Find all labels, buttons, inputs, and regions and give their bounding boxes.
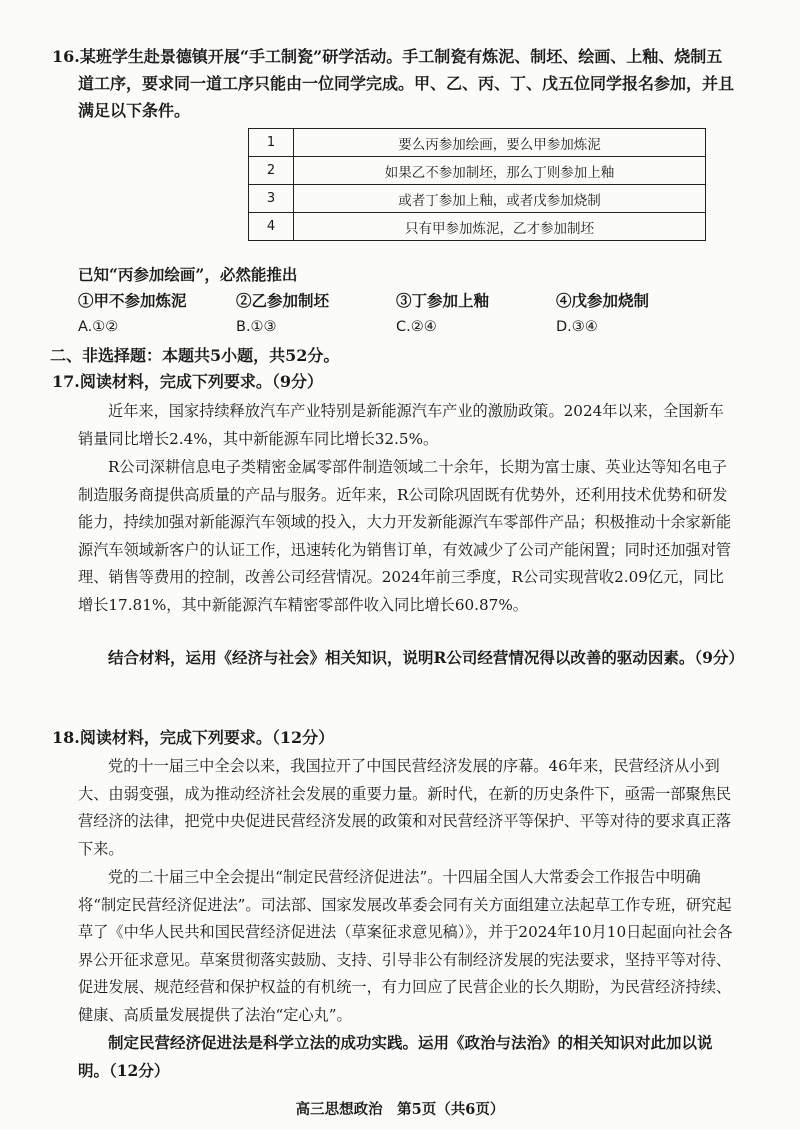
q17-paragraph-1: 近年来，国家持续释放汽车产业特别是新能源汽车产业的激励政策。2024年以来，全国新车销量同比增长2.4%，其中新能源车同比增长32.5%。 <box>78 402 724 448</box>
condition-number: 1 <box>249 129 294 157</box>
q18-title: 18.阅读材料，完成下列要求。（12分） <box>52 728 335 747</box>
question-16 <box>52 43 772 124</box>
condition-number: 3 <box>249 185 294 213</box>
q16-known-text: 已知“丙参加绘画”，必然能推出 <box>78 265 298 284</box>
choice-a: A.①② <box>78 319 119 335</box>
choice-c: C.②④ <box>396 319 437 335</box>
q17-task: 结合材料，运用《经济与社会》相关知识，说明R公司经营情况得以改善的驱动因素。（9分） <box>108 648 744 667</box>
table-row <box>249 129 706 157</box>
condition-text: 只有甲参加炼泥，乙才参加制坯 <box>294 213 706 241</box>
condition-text: 要么丙参加绘画，要么甲参加炼泥 <box>294 129 706 157</box>
condition-text: 或者丁参加上釉，或者戊参加烧制 <box>294 185 706 213</box>
table-row <box>249 157 706 185</box>
q17-paragraph-2: R公司深耕信息电子类精密金属零部件制造领域二十余年，长期为富士康、英业达等知名电子制造服务商提供高质量的产品与服务。近年来，R公司除巩固既有优势外，还利用技术优势和研发能力，持续加强对新能源汽车领域的投入，大力开发新能源汽车零部件产品；积极推动十余家新能源汽车领域新客户的认证工作，迅速转化为销售订单，有效减少了公司产能闲置；同时还加强对管理、销售等费用的控制，改善公司经营情况。2024年前三季度，R公司实现营收2.09亿元，同比增长17.81%，其中新能源汽车精密零部件收入同比增长60.87%。 <box>78 458 732 614</box>
condition-number: 2 <box>249 157 294 185</box>
q18-paragraph-2: 党的二十届三中全会提出“制定民营经济促进法”。十四届全国人大常委会工作报告中明确将“制定民营经济促进法”。司法部、国家发展改革委会同有关方面组建立法起草工作专班，研究起草了《中华人民共和国民营经济促进法（草案征求意见稿）》，并于2024年10月10日起面向社会各界公开征求意见。草案贯彻落实鼓励、支持、引导非公有制经济发展的宪法要求，坚持平等对待、促进发展、规范经营和保护权益的有机统一，有力回应了民营企业的长久期盼，为民营经济持续、健康、高质量发展提供了法治“定心丸”。 <box>78 868 733 1024</box>
q16-line-1: 16.某班学生赴景德镇开展“手工制瓷”研学活动。手工制瓷有炼泥、制坯、绘画、上釉、烧制五 <box>52 47 723 66</box>
q17-title: 17.阅读材料，完成下列要求。（9分） <box>52 372 323 391</box>
list-item: ①甲不参加炼泥 <box>78 291 187 310</box>
q16-items <box>78 288 718 314</box>
section-heading: 二、非选择题：本题共5小题，共52分。 <box>50 346 340 365</box>
table-row <box>249 213 706 241</box>
conditions-table <box>248 128 706 241</box>
choice-d: D.③④ <box>556 319 598 335</box>
q18-task: 制定民营经济促进法是科学立法的成功实践。运用《政治与法治》的相关知识对此加以说明。（12分） <box>78 1033 713 1080</box>
page-footer: 高三思想政治 第5页（共6页） <box>295 1101 505 1118</box>
q16-line-2: 道工序，要求同一道工序只能由一位同学完成。甲、乙、丙、丁、戊五位同学报名参加，并且 <box>78 74 735 93</box>
q18-paragraph-1: 党的十一届三中全会以来，我国拉开了中国民营经济发展的序幕。46年来，民营经济从小到大、由弱变强，成为推动经济社会发展的重要力量。新时代，在新的历史条件下，亟需一部聚焦民营经济的法律，把党中央促进民营经济发展的政策和对民营经济平等保护、平等对待的要求真正落下来。 <box>78 757 732 858</box>
list-item: ②乙参加制坯 <box>236 291 330 310</box>
q16-choices <box>78 314 718 340</box>
list-item: ③丁参加上釉 <box>396 291 490 310</box>
condition-number: 4 <box>249 213 294 241</box>
choice-b: B.①③ <box>236 319 277 335</box>
table-row <box>249 185 706 213</box>
q16-line-3: 满足以下条件。 <box>78 101 191 120</box>
condition-text: 如果乙不参加制坯，那么丁则参加上釉 <box>294 157 706 185</box>
list-item: ④戊参加烧制 <box>556 291 650 310</box>
